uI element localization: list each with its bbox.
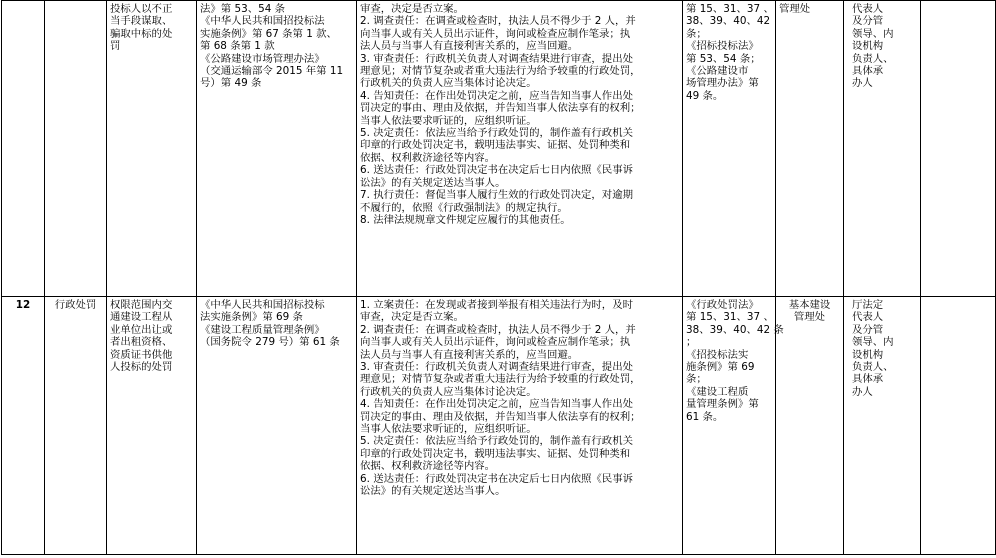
text-line: 向当事人或有关人员出示证件，询问或检查应制作笔录；执 — [360, 27, 631, 40]
row-number-cell — [2, 1, 45, 297]
text-line: 设机构 — [852, 40, 884, 53]
department-cell — [776, 297, 844, 555]
text-line: 基本建设 — [788, 299, 831, 311]
text-line: 《行政处罚法》 — [686, 299, 759, 311]
text-line: 当事人依法要求听证的，应组织听证。 — [360, 423, 537, 436]
text-line: 2. 调查责任：在调查或检查时，执法人员不得少于 2 人，并 — [360, 15, 636, 28]
text-line: 4. 告知责任：在作出处罚决定之前，应当告知当事人作出处 — [360, 89, 633, 102]
power-kind-cell — [45, 1, 107, 297]
text-line: 《公路建设市场管理办法》 — [200, 52, 325, 65]
text-line: 管理处 — [779, 3, 811, 15]
text-line: ； — [686, 336, 697, 349]
text-line: 行政机关的负责人应当集体讨论决定。 — [360, 385, 537, 398]
power-kind-cell: 行政处罚 — [45, 297, 107, 555]
text-line: 业单位出让或 — [110, 323, 173, 336]
text-line: 代表人 — [852, 3, 884, 15]
text-line: 及分管 — [852, 15, 884, 28]
text-line: 罚决定的事由、理由及依据，并告知当事人依法享有的权利； — [360, 102, 641, 115]
text-line: 印章的行政处罚决定书，载明违法事实、证据、处罚种类和 — [360, 447, 631, 460]
text-line: 3. 审查责任：行政机关负责人对调查结果进行审查，提出处 — [360, 52, 633, 65]
text-line: 领导、内 — [852, 27, 894, 40]
text-line: 号）第 49 条 — [200, 77, 262, 90]
text-line: 罚 — [110, 40, 121, 53]
text-line: 具体承 — [852, 65, 884, 78]
text-line: 讼法》的有关规定送达当事人。 — [360, 485, 506, 498]
text-line: 负责人、 — [852, 361, 894, 374]
text-line: 向当事人或有关人员出示证件，询问或检查应制作笔录；执 — [360, 336, 631, 349]
text-line: 5. 决定责任：依法应当给予行政处罚的，制作盖有行政机关 — [360, 127, 633, 140]
text-line: 法人员与当事人有直接利害关系的，应当回避。 — [360, 348, 579, 361]
text-line: 条； — [686, 27, 707, 40]
text-line: 审查，决定是否立案。 — [360, 3, 464, 15]
text-line: 《中华人民共和国招标投标 — [200, 299, 325, 311]
remark-cell — [921, 297, 996, 555]
row-number-cell: 12 — [2, 297, 45, 555]
text-line: 《建设工程质 — [686, 385, 749, 398]
text-line: 38、39、40、42 条 — [686, 323, 784, 336]
text-line: 依据、权利救济途径等内容。 — [360, 460, 496, 473]
text-line: 负责人、 — [852, 52, 894, 65]
text-line: 当手段谋取、 — [110, 15, 173, 28]
responsibility-cell — [357, 297, 683, 555]
text-line: 设机构 — [852, 348, 884, 361]
text-line: 4. 告知责任：在作出处罚决定之前，应当告知当事人作出处 — [360, 398, 633, 411]
text-line: 代表人 — [852, 311, 884, 324]
text-line: 行政机关的负责人应当集体讨论决定。 — [360, 77, 537, 90]
text-line: 及分管 — [852, 323, 884, 336]
text-line: 场管理办法》第 — [686, 77, 759, 90]
text-line: 2. 调查责任：在调查或检查时，执法人员不得少于 2 人，并 — [360, 323, 636, 336]
contact-cell — [844, 297, 921, 555]
legal-basis-cell — [197, 297, 357, 555]
text-line: 通建设工程从 — [110, 311, 173, 324]
text-line: 《中华人民共和国招投标法 — [200, 15, 325, 28]
text-line: 资质证书供他 — [110, 348, 173, 361]
text-line: 《公路建设市 — [686, 65, 749, 78]
text-line: 7. 执行责任：督促当事人履行生效的行政处罚决定，对逾期 — [360, 189, 633, 202]
text-line: 5. 决定责任：依法应当给予行政处罚的，制作盖有行政机关 — [360, 435, 633, 448]
legal-basis-cell — [197, 1, 357, 297]
text-line: 法人员与当事人有直接利害关系的，应当回避。 — [360, 40, 579, 53]
text-line: 法》第 53、54 条 — [200, 3, 286, 15]
text-line: 骗取中标的处 — [110, 27, 173, 40]
text-line: 当事人依法要求听证的，应组织听证。 — [360, 114, 537, 127]
responsibility-basis-cell — [683, 297, 784, 555]
text-line: 印章的行政处罚决定书，载明违法事实、证据、处罚种类和 — [360, 139, 631, 152]
text-line: 施条例》第 69 — [686, 361, 755, 374]
text-line: 61 条。 — [686, 410, 724, 423]
text-line: 法实施条例》第 69 条 — [200, 311, 303, 324]
text-line: 办人 — [852, 385, 873, 398]
text-line: 理意见；对情节复杂或者重大违法行为给予较重的行政处罚， — [360, 373, 641, 386]
text-line: 不履行的，依照《行政强制法》的规定执行。 — [360, 201, 568, 214]
text-line: 者出租资格、 — [110, 336, 173, 349]
text-line: 第 68 条第 1 款 — [200, 40, 275, 53]
text-line: （国务院令 279 号）第 61 条 — [200, 336, 340, 349]
responsibility-basis-cell — [683, 1, 776, 297]
item-name-cell — [107, 1, 197, 297]
table-row — [2, 297, 996, 555]
text-line: 罚决定的事由、理由及依据，并告知当事人依法享有的权利； — [360, 410, 641, 423]
text-line: 《建设工程质量管理条例》 — [200, 323, 325, 336]
text-line: 3. 审查责任：行政机关负责人对调查结果进行审查，提出处 — [360, 361, 633, 374]
text-line: 1. 立案责任：在发现或者接到举报有相关违法行为时，及时 — [360, 299, 633, 311]
text-line: 权限范围内交 — [110, 299, 173, 311]
text-line: 条； — [686, 373, 707, 386]
text-line: 讼法》的有关规定送达当事人。 — [360, 176, 506, 189]
text-line: 量管理条例》第 — [686, 398, 759, 411]
text-line: 办人 — [852, 77, 873, 90]
text-line: 8. 法律法规规章文件规定应履行的其他责任。 — [360, 213, 571, 226]
text-line: 依据、权利救济途径等内容。 — [360, 151, 496, 164]
power-list-table — [1, 0, 996, 555]
text-line: 6. 送达责任：行政处罚决定书在决定后七日内依照《民事诉 — [360, 472, 633, 485]
text-line: 理意见；对情节复杂或者重大违法行为给予较重的行政处罚， — [360, 65, 641, 78]
text-line: 投标人以不正 — [110, 3, 173, 15]
responsibility-cell — [357, 1, 683, 297]
contact-cell — [844, 1, 921, 297]
text-line: 49 条。 — [686, 89, 724, 102]
text-line: （交通运输部令 2015 年第 11 — [200, 65, 344, 78]
text-line: 审查，决定是否立案。 — [360, 311, 464, 324]
text-line: 厅法定 — [852, 299, 884, 311]
text-line: 管理处 — [793, 311, 826, 324]
text-line: 《招投标法实 — [686, 348, 749, 361]
text-line: 实施条例》第 67 条第 1 款、 — [200, 27, 337, 40]
text-line: 38、39、40、42 — [686, 15, 771, 28]
remark-cell — [921, 1, 996, 297]
text-line: 具体承 — [852, 373, 884, 386]
text-line: 人投标的处罚 — [110, 361, 173, 374]
text-line: 《招标投标法》 — [686, 40, 759, 53]
table-row — [2, 1, 996, 297]
item-name-cell — [107, 297, 197, 555]
text-line: 6. 送达责任：行政处罚决定书在决定后七日内依照《民事诉 — [360, 164, 633, 177]
text-line: 第 53、54 条； — [686, 52, 761, 65]
text-line: 领导、内 — [852, 336, 894, 349]
text-line: 第 15、31、37 、 — [686, 311, 774, 324]
department-cell — [776, 1, 844, 297]
text-line: 第 15、31、37 、 — [686, 3, 774, 15]
